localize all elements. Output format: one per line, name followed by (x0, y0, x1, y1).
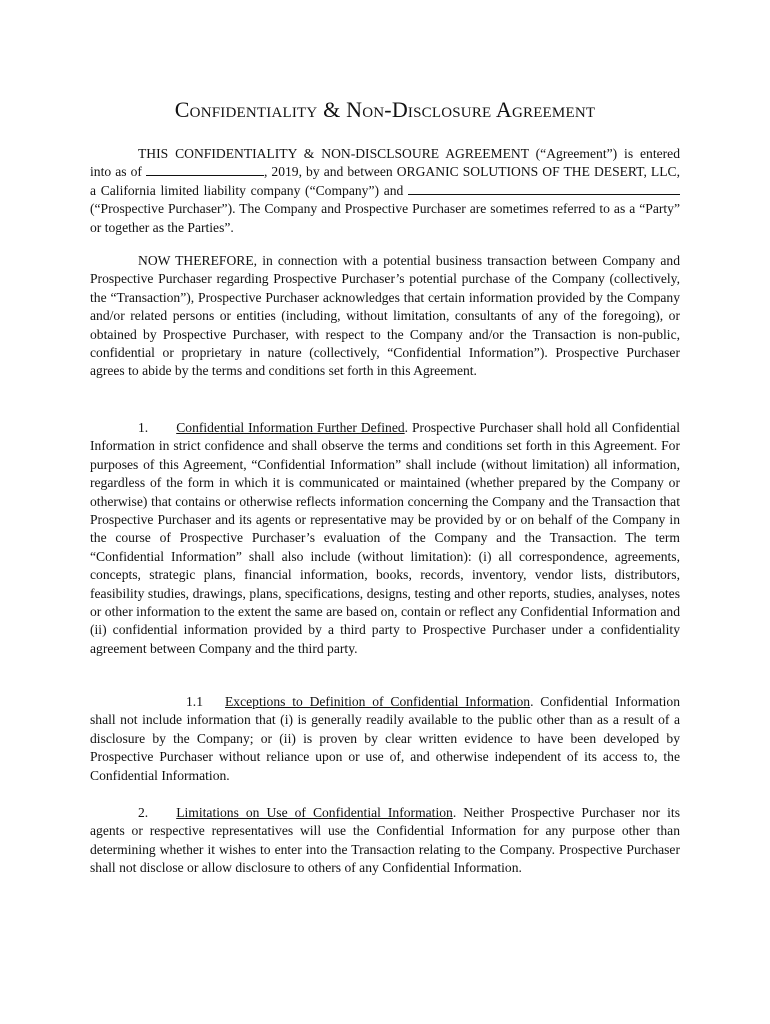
document-title: Confidentiality & Non-Disclosure Agreement (174, 97, 596, 122)
intro-text-3: (“Prospective Purchaser”). The Company and Prospective Purchaser are sometimes referred to as a “Party” or together as the Parties”. (90, 201, 680, 235)
section-1-1 (90, 693, 680, 785)
section-2-heading: Limitations on Use of Confidential Information (176, 805, 453, 820)
section-1-1-body: . Confidential Information shall not include information that (i) is generally readily available to the public other than as a result of a disclosure by the Company; or (ii) is proven by clear written evidence to have been developed by Prospective Purchaser without reliance upon or use of, and otherwise independent of its access to, the Confidential Information. (90, 694, 680, 783)
section-1-number: 1. (138, 420, 149, 435)
section-2-number: 2. (138, 805, 149, 820)
date-blank (146, 163, 264, 176)
purchaser-name-blank (408, 182, 680, 195)
section-1 (90, 419, 680, 658)
now-therefore-text: NOW THEREFORE, in connection with a potential business transaction between Company and Prospective Purchaser regarding Prospective Purchaser’s potential purchase of the Company (collectively, the “Transaction”), Prospective Purchaser acknowledges that certain information provided by the Company and/or related persons or entities (including, without limitation, consultants of any of the foregoing), or obtained by Prospective Purchaser, with respect to the Company and/or the Transaction is non-public, confidential or proprietary in nature (collectively, “Confidential Information”). Prospective Purchaser agrees to abide by the terms and conditions set forth in this Agreement. (90, 253, 680, 379)
section-1-body: . Prospective Purchaser shall hold all Confidential Information in strict confidence and shall observe the terms and conditions set forth in this Agreement. For purposes of this Agreement, “Confidential Information” shall include (without limitation) all information, regardless of the form in which it is communicated or maintained (whether prepared by the Company or otherwise) that contains or otherwise reflects information concerning the Company and the Transaction that Prospective Purchaser and its agents or representative may be provided by or on behalf of the Company in the course of Prospective Purchaser’s evaluation of the Company and the Transaction. The term “Confidential Information” shall also include (without limitation): (i) all correspondence, agreements, concepts, strategic plans, financial information, books, records, inventory, vendor lists, distributors, feasibility studies, drawings, plans, specifications, designs, testing and other reports, studies, analyses, notes or other information to the extent the same are based on, contain or reflect any Confidential Information and (ii) confidential information provided by a third party to Prospective Purchaser under a confidentiality agreement between Company and the third party. (90, 420, 680, 656)
intro-text-2: , 2019, by and between ORGANIC SOLUTIONS OF THE DESERT, LLC, a California limited liability company (“Company”) and (90, 164, 681, 198)
intro-text-1: THIS CONFIDENTIALITY & NON-DISCLSOURE AGREEMENT (“Agreement”) is entered into as of (90, 146, 680, 180)
section-1-1-heading: Exceptions to Definition of Confidential Information (225, 694, 531, 709)
now-therefore-paragraph (90, 252, 680, 381)
section-1-1-number: 1.1 (186, 694, 203, 709)
section-2-body: . Neither Prospective Purchaser nor its agents or respective representatives will use the Confidential Information for any purpose other than determining whether it wishes to enter into the Transaction relating to the Company. Prospective Purchaser shall not disclose or allow disclosure to others of any Confidential Information. (90, 805, 680, 876)
section-1-heading: Confidential Information Further Defined (176, 420, 405, 435)
intro-paragraph (90, 145, 680, 237)
section-2 (90, 804, 680, 878)
